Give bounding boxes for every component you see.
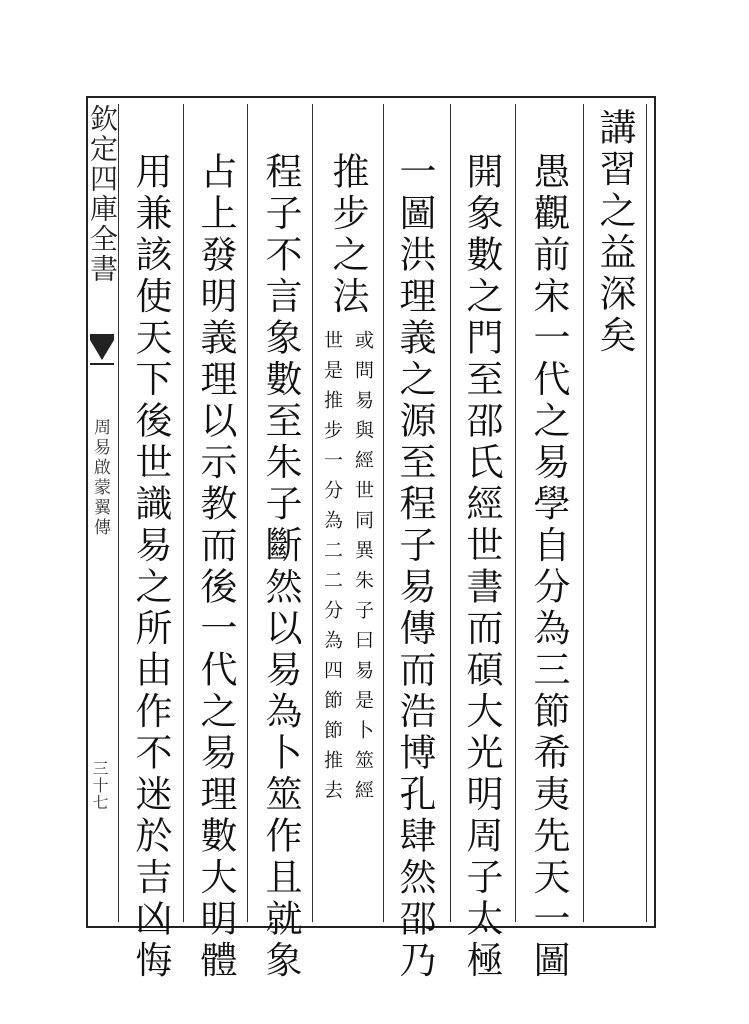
- column-rule: [183, 104, 184, 922]
- annotation-right: 或問易與經世同異朱子曰易是卜筮經: [352, 330, 374, 810]
- text-column-3: 開象數之門至邵氏經世書而碩大光明周子太極: [460, 152, 503, 982]
- book-title: 周易啟蒙翼傳: [90, 418, 110, 538]
- collection-title: 欽定四庫全書: [86, 104, 119, 284]
- text-column-8: 用兼該使天下後世識易之所由作不迷於吉凶悔: [129, 152, 172, 982]
- page-number: 三十七: [90, 760, 109, 811]
- text-column-6: 程子不言象數至朱子斷然以易為卜筮作且就象: [259, 152, 302, 982]
- column-rule: [247, 104, 248, 922]
- text-column-1: 講習之益深矣: [593, 108, 636, 357]
- fishtail-mark-icon: [88, 330, 116, 368]
- text-column-2: 愚觀前宋一代之易學自分為三節希夷先天一圖: [527, 152, 570, 982]
- text-column-4: 一圖洪理義之源至程子易傳而浩博孔肆然邵乃: [393, 152, 436, 982]
- column-rule: [383, 104, 384, 922]
- column-rule: [583, 104, 584, 922]
- column-rule: [646, 104, 647, 922]
- annotation-left: 世是推步一分為二二分為四節節推去: [321, 330, 343, 810]
- column-rule: [450, 104, 451, 922]
- text-column-5-main: 推步之法: [326, 152, 369, 318]
- text-column-7: 占上發明義理以示教而後一代之易理數大明體: [194, 152, 237, 982]
- column-rule: [312, 104, 313, 922]
- column-rule: [515, 104, 516, 922]
